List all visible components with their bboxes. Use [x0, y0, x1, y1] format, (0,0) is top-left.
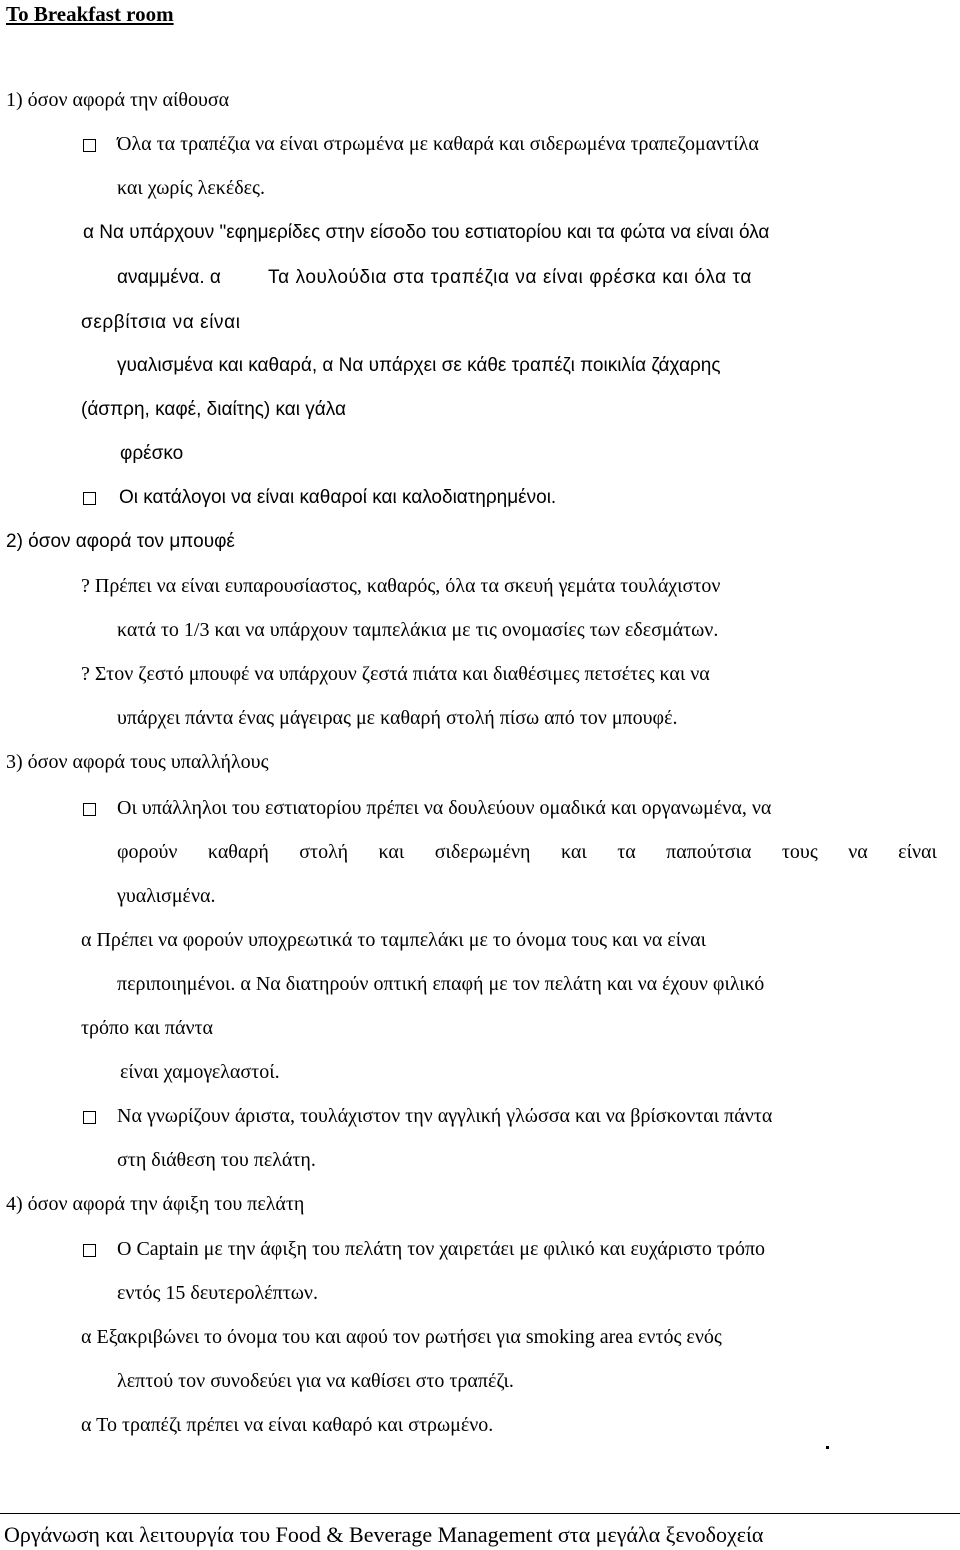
section-2-line-4: υπάρχει πάντα ένας μάγειρας με καθαρή στολή πίσω από τον μπουφέ. — [117, 707, 678, 729]
section-1-line-3: α Να υπάρχουν "εφημερίδες στην είσοδο του εστιατορίου και τα φώτα να είναι όλα — [83, 222, 770, 243]
word: είναι — [898, 841, 937, 863]
section-3-heading: 3) όσον αφορά τους υπαλλήλους — [6, 751, 269, 773]
section-3-line-5: περιποιημένοι. α Να διατηρούν οπτική επαφή με τον πελάτη και να έχουν φιλικό — [117, 973, 765, 995]
section-1-line-4b: Τα λουλούδια στα τραπέζια να είναι φρέσκα και όλα τα — [268, 267, 752, 288]
word: τα — [617, 841, 636, 863]
section-1-line-4a: αναμμένα. α — [117, 267, 221, 288]
section-3-line-9: στη διάθεση του πελάτη. — [117, 1149, 316, 1171]
section-3-line-4: α Πρέπει να φορούν υποχρεωτικά το ταμπελάκι με το όνομα τους και να είναι — [81, 929, 707, 951]
word: στολή — [299, 841, 349, 863]
section-1-line-6: γυαλισμένα και καθαρά, α Να υπάρχει σε κάθε τραπέζι ποικιλία ζάχαρης — [117, 355, 721, 376]
section-1-line-7: (άσπρη, καφέ, διαίτης) και γάλα — [81, 399, 346, 420]
word: και — [378, 841, 405, 863]
section-3-line-2 — [117, 840, 937, 864]
checkbox-icon — [83, 492, 96, 505]
section-1-line-2: και χωρίς λεκέδες. — [117, 177, 265, 199]
word: να — [848, 841, 868, 863]
section-4-heading: 4) όσον αφορά την άφιξη του πελάτη — [6, 1193, 305, 1215]
section-3-line-3: γυαλισμένα. — [117, 885, 216, 907]
section-4-line-2: εντός 15 δευτερολέπτων. — [117, 1282, 318, 1304]
word: καθαρή — [207, 841, 269, 863]
word: παπούτσια — [666, 841, 752, 863]
word: φορούν — [117, 841, 178, 863]
section-2-line-1: ? Πρέπει να είναι ευπαρουσίαστος, καθαρός, όλα τα σκευή γεμάτα τουλάχιστον — [81, 575, 721, 597]
section-4-line-3: α Εξακριβώνει το όνομα του και αφού τον ρωτήσει για smoking area εντός ενός — [81, 1326, 722, 1348]
page-footer: Οργάνωση και λειτουργία του Food & Beverage Management στα μεγάλα ξενοδοχεία — [4, 1522, 764, 1547]
checkbox-icon — [83, 803, 96, 816]
section-4-line-4: λεπτού τον συνοδεύει για να καθίσει στο τραπέζι. — [117, 1370, 514, 1392]
word: τους — [781, 841, 818, 863]
section-2-heading: 2) όσον αφορά τον μπουφέ — [6, 531, 235, 552]
footer-rule — [0, 1513, 960, 1514]
word: σιδερωμένη — [434, 841, 531, 863]
stray-dot — [826, 1446, 829, 1449]
checkbox-icon — [83, 139, 96, 152]
section-3-line-7: είναι χαμογελαστοί. — [120, 1061, 280, 1083]
section-4-line-5: α Το τραπέζι πρέπει να είναι καθαρό και στρωμένο. — [81, 1414, 494, 1436]
section-1-heading: 1) όσον αφορά την αίθουσα — [6, 89, 230, 111]
section-3-line-1: Οι υπάλληλοι του εστιατορίου πρέπει να δουλεύουν ομαδικά και οργανωμένα, να — [117, 797, 772, 819]
document-title: To Breakfast room — [6, 2, 174, 26]
word: και — [560, 841, 587, 863]
section-2-line-3: ? Στον ζεστό μπουφέ να υπάρχουν ζεστά πιάτα και διαθέσιμες πετσέτες και να — [81, 663, 710, 685]
checkbox-icon — [83, 1244, 96, 1257]
section-1-line-1: Όλα τα τραπέζια να είναι στρωμένα με καθαρά και σιδερωμένα τραπεζομαντίλα — [117, 133, 759, 155]
section-3-line-6: τρόπο και πάντα — [81, 1017, 214, 1039]
section-1-line-8: φρέσκο — [120, 443, 184, 464]
section-1-line-9: Οι κατάλογοι να είναι καθαροί και καλοδιατηρημένοι. — [119, 487, 557, 508]
section-2-line-2: κατά το 1/3 και να υπάρχουν ταμπελάκια με τις ονομασίες των εδεσμάτων. — [117, 619, 719, 641]
checkbox-icon — [83, 1111, 96, 1124]
section-3-line-8: Να γνωρίζουν άριστα, τουλάχιστον την αγγλική γλώσσα και να βρίσκονται πάντα — [117, 1105, 773, 1127]
section-4-line-1: Ο Captain με την άφιξη του πελάτη τον χαιρετάει με φιλικό και ευχάριστο τρόπο — [117, 1238, 766, 1260]
section-1-line-5: σερβίτσια να είναι — [81, 312, 241, 333]
